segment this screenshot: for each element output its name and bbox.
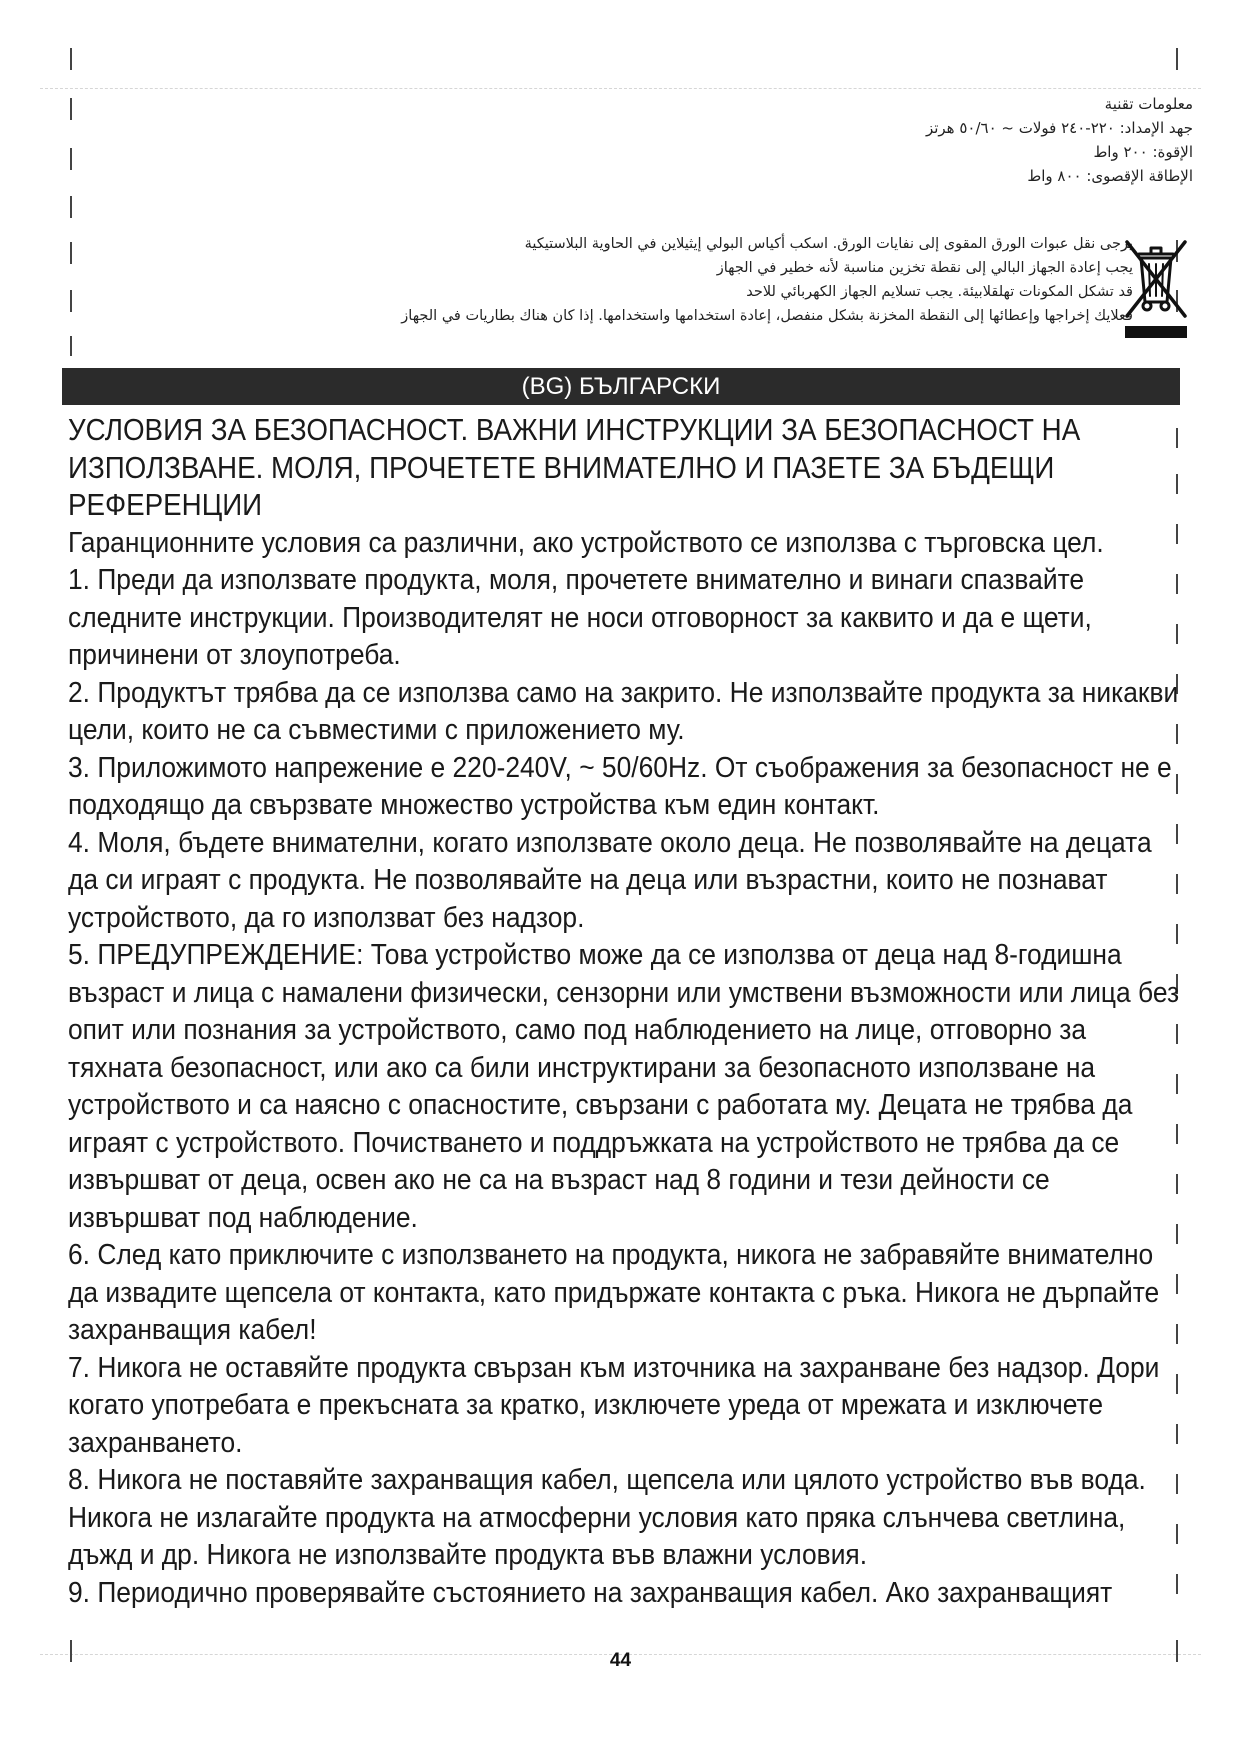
safety-heading: УСЛОВИЯ ЗА БЕЗОПАСНОСТ. ВАЖНИ ИНСТРУКЦИИ ЗА БЕЗОПАСНОСТ НА ИЗПОЛЗВАНЕ. МОЛЯ, ПРОЧЕТЕТЕ ВНИМАТЕЛНО И ПАЗЕТЕ ЗА БЪДЕЩИ РЕФЕРЕНЦИИ — [68, 413, 1081, 522]
instruction-item: 8. Никога не поставяйте захранващия кабел, щепсела или цялото устройство във вода. Никога не излагайте продукта на атмосферни условия като пряка слънчева светлина, дъжд и др. Никога не използвайте продукта във влажни условия. — [68, 1464, 1146, 1571]
language-header-bar: (BG) БЪЛГАРСКИ — [62, 368, 1180, 405]
technical-info-max-power: الإطاقة الإقصوى: ٨٠٠ واط — [1027, 167, 1193, 185]
recycling-line: فعلايك إخراجها وإعطائها إلى النقطة المخزنة بشكل منفصل، إعادة استخدامها واستخدامها. إذا كان هناك بطاريات في الجهاز — [401, 308, 1133, 324]
technical-info-voltage: جهد الإمداد: ٢٢٠-٢٤٠ فولات ~ ٥٠/٦٠ هرتز — [925, 119, 1193, 137]
crossed-out-wheelie-bin-icon — [1121, 232, 1191, 342]
instruction-item: 5. ПРЕДУПРЕЖДЕНИЕ: Това устройство може да се използва от деца над 8-годишна възраст и лица с намалени физически, сензорни или умствени възможности или лица без опит или познания за устройството, само под наблюдението на лице, отговорно за тяхната безопасност, или ако са били инструктирани за безопасното използване на устройството и са наясно с опасностите, свързани с работата му. Децата не трябва да играят с устройството. Почистването и поддръжката на устройството не трябва да се извършват от деца, освен ако не са на възраст над 8 години и тези дейности се извършват под наблюдение. — [68, 939, 1180, 1234]
technical-info-power: الإقوة: ٢٠٠ واط — [1093, 143, 1193, 161]
instruction-item: 9. Периодично проверявайте състоянието на захранващия кабел. Ако захранващият — [68, 1576, 1113, 1609]
instruction-item: 6. След като приключите с използването на продукта, никога не забравяйте внимателно да извадите щепсела от контакта, като придържате контакта с ръка. Никога не дърпайте захранващия кабел! — [68, 1239, 1160, 1346]
recycling-line: يجب إعادة الجهاز البالي إلى نقطة تخزين مناسبة لأنه خطير في الجهاز — [716, 260, 1133, 276]
top-trim-guide — [40, 88, 1201, 89]
safety-instructions — [68, 412, 1180, 1612]
page-number: 44 — [609, 1650, 632, 1671]
instruction-item: 3. Приложимото напрежение е 220-240V, ~ 50/60Hz. От съображения за безопасност не е подходящо да свързвате множество устройства към един контакт. — [68, 751, 1172, 821]
instruction-item: 2. Продуктът трябва да се използва само на закрито. Не използвайте продукта за никакви цели, които не са съвместими с приложението му. — [68, 676, 1179, 746]
recycling-line: قد تشكل المكونات تهلقلابيئة. يجب تسلايم الجهاز الكهربائي للاحد — [746, 284, 1133, 300]
recycling-line: يرجى نقل عبوات الورق المقوى إلى نفايات الورق. اسكب أكياس البولي إيثيلاين في الحاوية البلاستيكية — [524, 236, 1133, 252]
instruction-item: 4. Моля, бъдете внимателни, когато използвате около деца. Не позволявайте на децата да си играят с продукта. Не позволявайте на деца или възрастни, които не познават устройството, да го използват без надзор. — [68, 826, 1152, 934]
instruction-item: 7. Никога не оставяйте продукта свързан към източника на захранване без надзор. Дори когато употребата е прекъсната за кратко, изключете уреда от мрежата и изключете захранването. — [68, 1351, 1160, 1459]
technical-info — [673, 92, 1193, 188]
recycling-notice — [153, 232, 1133, 328]
technical-info-title: معلومات تقنية — [1104, 95, 1193, 113]
warranty-note: Гаранционните условия са различни, ако устройството се използва с търговска цел. — [68, 526, 1104, 559]
instruction-item: 1. Преди да използвате продукта, моля, прочетете внимателно и винаги спазвайте следните инструкции. Производителят не носи отговорност за каквито и да е щети, причинени от злоупотреба. — [68, 564, 1092, 671]
